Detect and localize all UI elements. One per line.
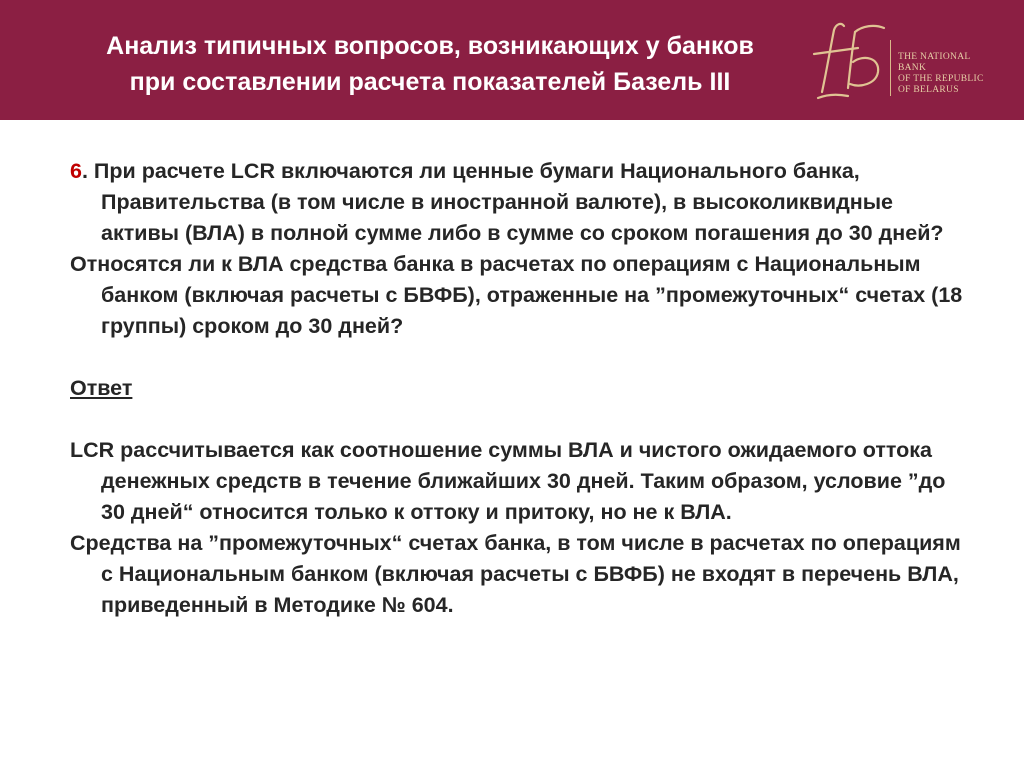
nb-monogram-icon <box>808 1 888 106</box>
logo-wordmark <box>898 52 984 96</box>
logo-line-2: BANK <box>898 63 927 73</box>
answer-paragraph-1: LCR рассчитывается как соотношение суммы ВЛА и чистого ожидаемого оттока денежных средств в течение ближайших 30 дней. Таким образом, условие ”до 30 дней“ относится только к оттоку и притоку, но не к ВЛА. <box>70 438 946 524</box>
question-text: . При расчете LCR включаются ли ценные бумаги Национального банка, Правительства (в том числе в иностранной валюте), в высоколиквидные активы (ВЛА) в полной сумме либо в сумме со сроком погашения до 30 дней? <box>81 159 944 245</box>
page-title-line-1: Анализ типичных вопросов, возникающих у банков <box>106 32 754 60</box>
question-2-paragraph: Относятся ли к ВЛА средства банка в расчетах по операциям с Национальным банком (включая расчеты с БВФБ), отраженные на ”промежуточных“ счетах (18 группы) сроком до 30 дней? <box>70 252 963 338</box>
page-title <box>60 28 800 100</box>
national-bank-logo <box>808 1 1018 106</box>
logo-line-3: OF THE REPUBLIC <box>898 74 984 84</box>
answer-heading: Ответ <box>70 376 133 400</box>
logo-line-1: THE NATIONAL <box>898 52 971 62</box>
logo-divider <box>890 40 891 96</box>
nb-monogram-text: НБ <box>808 1 831 18</box>
spacer <box>70 404 970 435</box>
question-number: 6 <box>70 159 82 183</box>
answer-paragraph-2: Средства на ”промежуточных“ счетах банка, в том числе в расчетах по операциям с Национальным банком (включая расчеты с БВФБ) не входят в перечень ВЛА, приведенный в Методике № 604. <box>70 531 961 617</box>
slide-body <box>70 156 970 621</box>
page-title-line-2: при составлении расчета показателей Базель III <box>129 68 731 96</box>
spacer <box>70 342 970 373</box>
header-bar <box>0 0 1024 120</box>
logo-line-4: OF BELARUS <box>898 85 959 95</box>
question-paragraph <box>70 156 970 249</box>
